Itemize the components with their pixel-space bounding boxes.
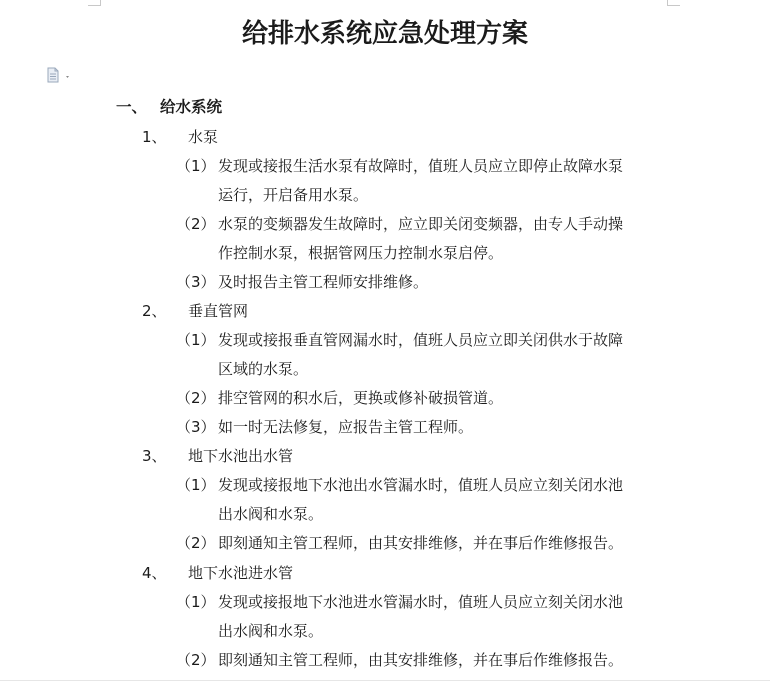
list-item: （1） 发现或接报地下水池进水管漏水时，值班人员应立刻关闭水池 xyxy=(176,593,624,611)
list-item: （1） 发现或接报垂直管网漏水时，值班人员应立即关闭供水于故障 xyxy=(176,331,624,349)
subsection-heading: 4、 地下水池进水管 xyxy=(142,564,294,582)
section-heading: 一、 给水系统 xyxy=(116,98,223,116)
subsection-heading: 3、 地下水池出水管 xyxy=(142,447,294,465)
margin-corner-mark-right xyxy=(667,0,680,6)
list-item: （2） 即刻通知主管工程师，由其安排维修，并在事后作维修报告。 xyxy=(176,651,624,669)
list-item-continuation: 作控制水泵，根据管网压力控制水泵启停。 xyxy=(218,244,504,262)
list-item: （2） 即刻通知主管工程师，由其安排维修，并在事后作维修报告。 xyxy=(176,534,624,552)
list-item: （2） 排空管网的积水后，更换或修补破损管道。 xyxy=(176,389,504,407)
chevron-down-icon xyxy=(66,76,69,78)
subsection-heading: 1、 水泵 xyxy=(142,128,219,146)
list-item-continuation: 出水阀和水泵。 xyxy=(218,505,324,523)
page-bottom-divider xyxy=(0,680,770,681)
list-item: （2） 水泵的变频器发生故障时，应立即关闭变频器，由专人手动操 xyxy=(176,215,624,233)
list-item: （3） 及时报告主管工程师安排维修。 xyxy=(176,273,429,291)
list-item: （1） 发现或接报生活水泵有故障时，值班人员应立即停止故障水泵 xyxy=(176,157,624,175)
list-item-continuation: 区域的水泵。 xyxy=(218,360,309,378)
paragraph-options-button[interactable] xyxy=(46,66,76,84)
document-icon xyxy=(46,66,76,84)
subsection-heading: 2、 垂直管网 xyxy=(142,302,249,320)
list-item: （3） 如一时无法修复，应报告主管工程师。 xyxy=(176,418,474,436)
list-item: （1） 发现或接报地下水池出水管漏水时，值班人员应立刻关闭水池 xyxy=(176,476,624,494)
margin-corner-mark-left xyxy=(88,0,101,6)
list-item-continuation: 运行，开启备用水泵。 xyxy=(218,186,369,204)
list-item-continuation: 出水阀和水泵。 xyxy=(218,622,324,640)
document-title: 给排水系统应急处理方案 xyxy=(241,19,528,49)
